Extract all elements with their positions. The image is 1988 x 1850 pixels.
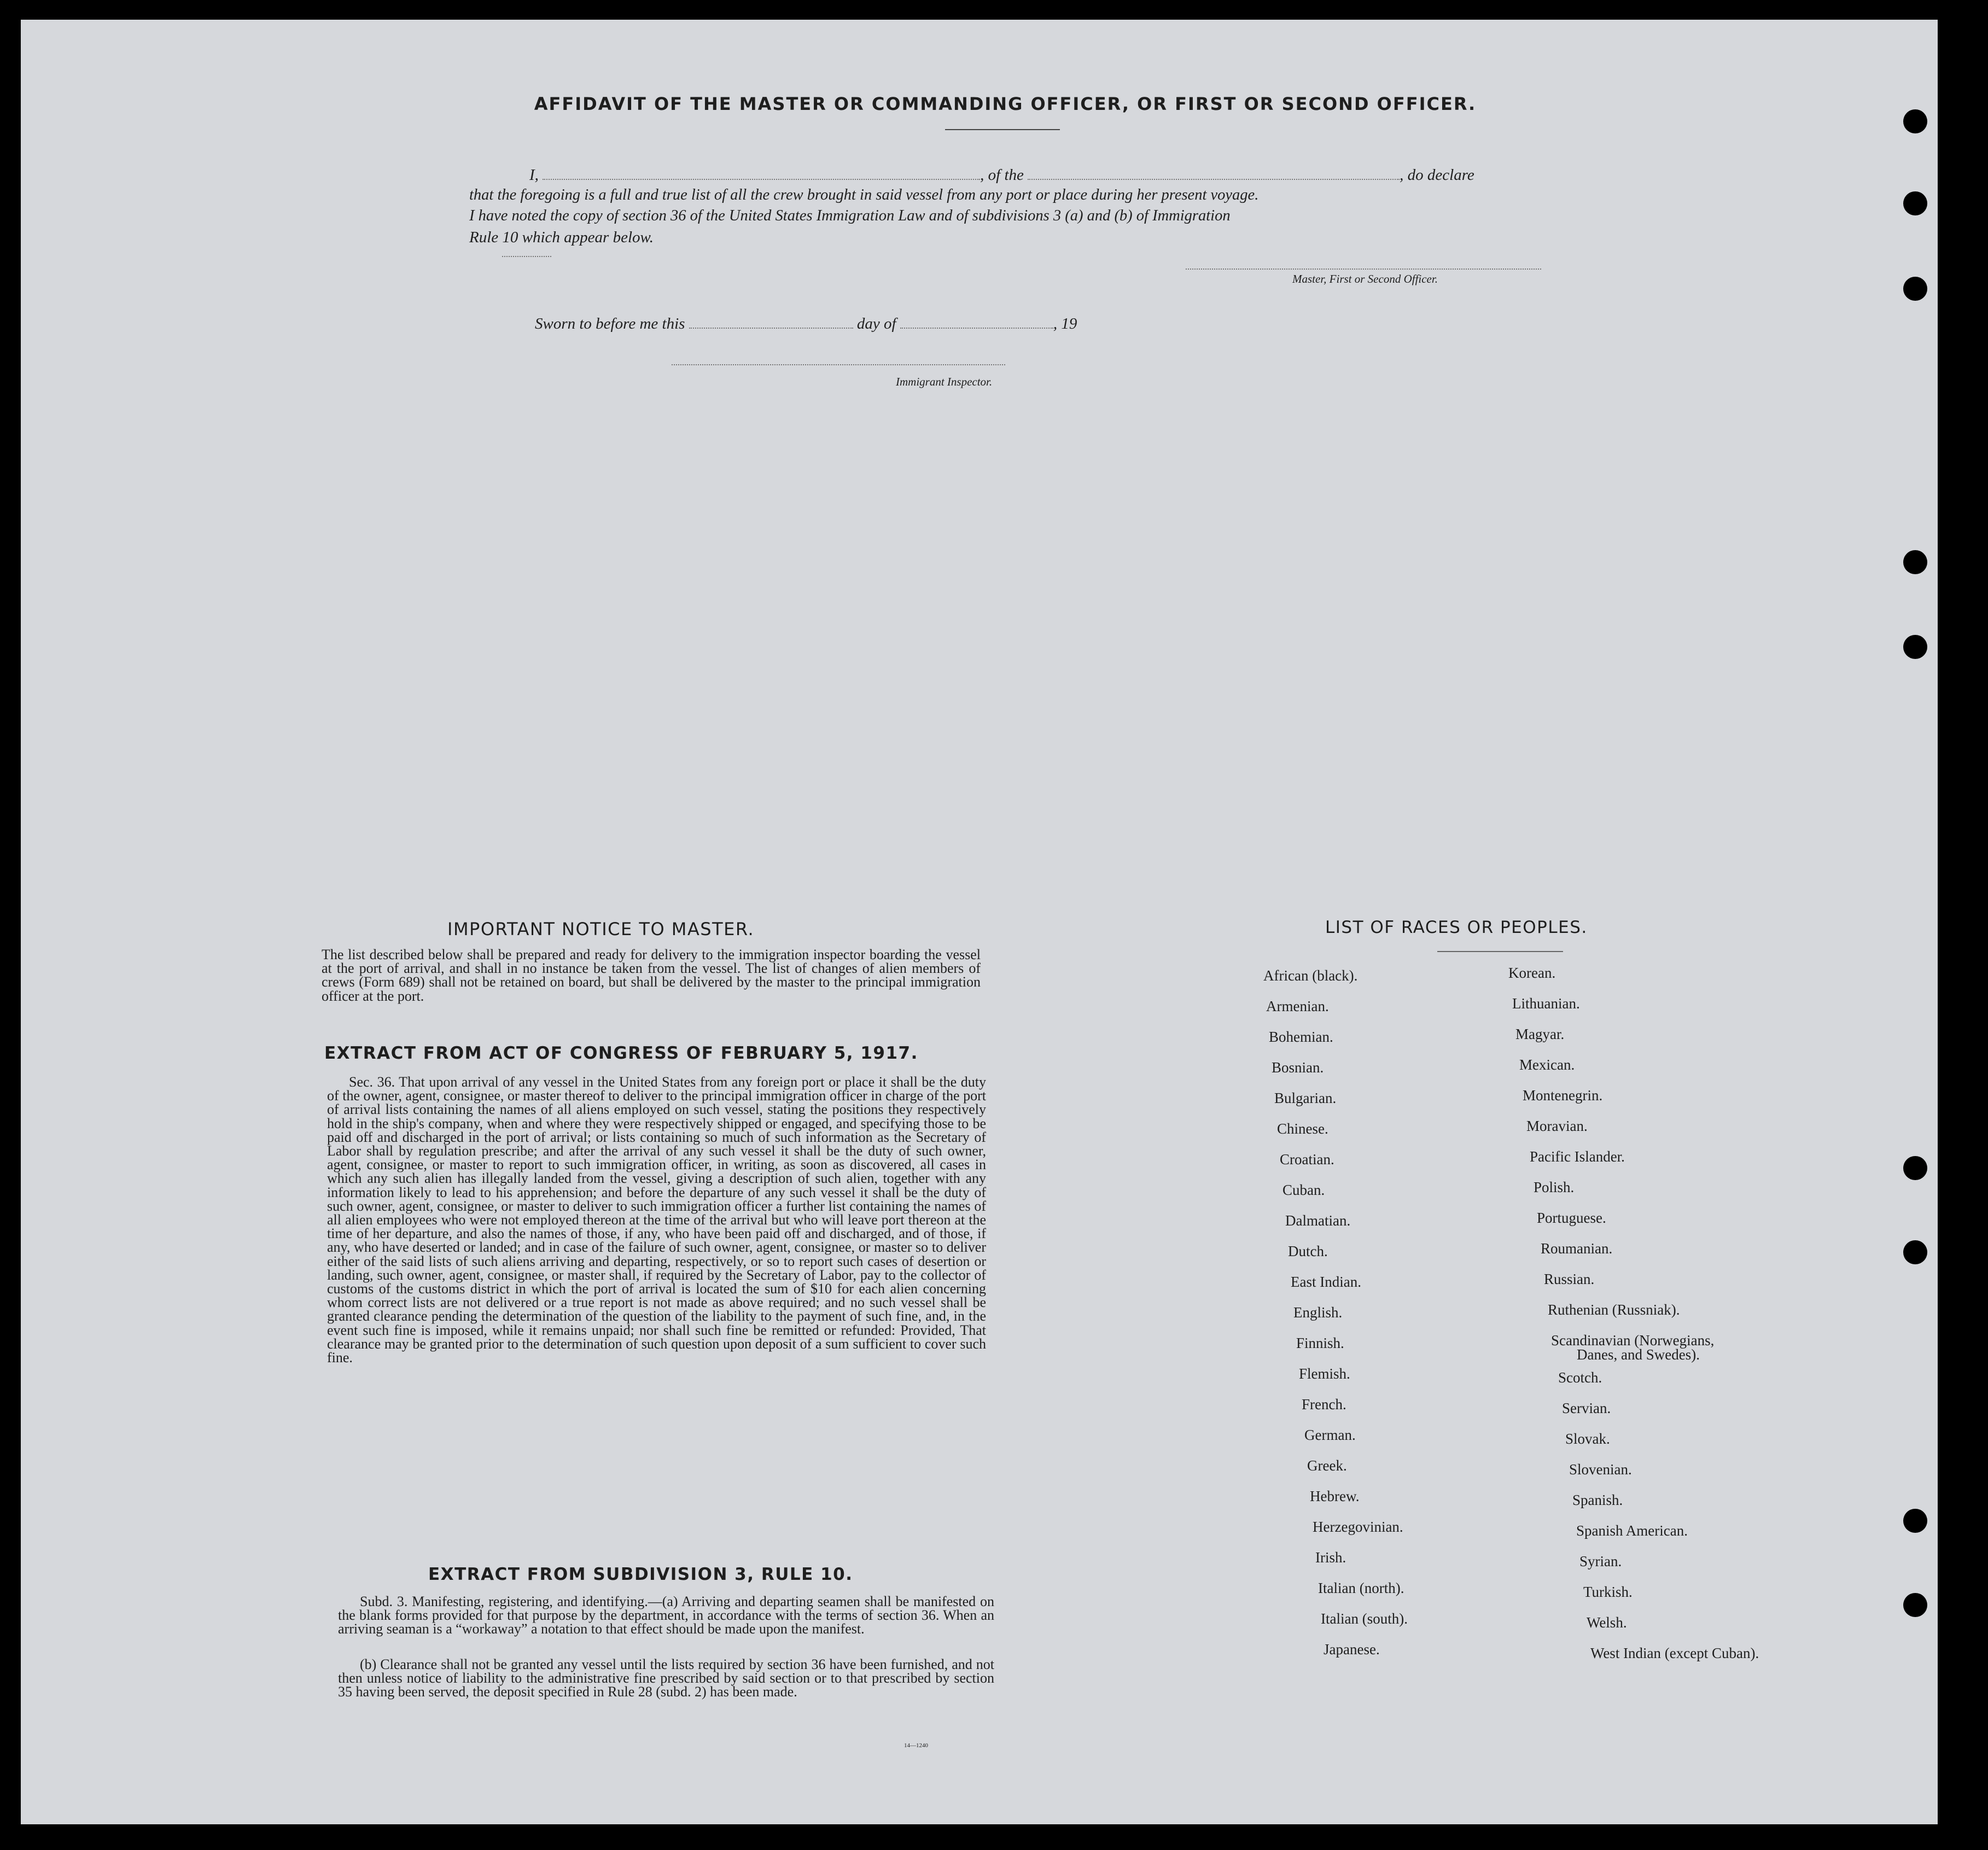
race-item: Slovak.	[1565, 1431, 1610, 1447]
affidavit-line4: Rule 10 which appear below.	[469, 229, 654, 246]
race-item: Scandinavian (Norwegians,	[1551, 1332, 1715, 1349]
race-item: Flemish.	[1299, 1365, 1350, 1382]
race-item: Lithuanian.	[1512, 995, 1580, 1012]
inspector-label: Immigrant Inspector.	[896, 375, 993, 388]
race-item: African (black).	[1263, 967, 1358, 984]
sworn-line	[535, 315, 1077, 333]
race-item: Spanish American.	[1576, 1522, 1688, 1539]
race-item: Moravian.	[1526, 1118, 1588, 1134]
affidavit-of-the: , of the	[980, 166, 1024, 184]
race-item: Russian.	[1544, 1271, 1595, 1287]
race-item: Scotch.	[1558, 1369, 1602, 1386]
vessel-field[interactable]	[1028, 179, 1400, 180]
race-item: Bulgarian.	[1274, 1090, 1337, 1106]
race-item: East Indian.	[1291, 1274, 1361, 1290]
extract-rule-text-a: Subd. 3. Manifesting, registering, and identifying.—(a) Arriving and departing seamen shall be manifested on the blank forms provided for that purpose by the department, in accordance with the terms of section 36. When an arriving seaman is a “workaway” a notation to that effect should be made upon the manifest.	[338, 1594, 994, 1637]
race-item: Syrian.	[1579, 1553, 1622, 1569]
notice-text: The list described below shall be prepared and ready for delivery to the immigration inspector boarding the vessel at the port of arrival, and shall in no instance be taken from the vessel. The list of changes of alien members of crews (Form 689) shall not be retained on board, but shall be delivered by the master to the principal immigration officer at the port.	[322, 947, 981, 1004]
race-item: Roumanian.	[1541, 1240, 1613, 1257]
race-item: Croatian.	[1280, 1151, 1334, 1168]
extract-rule-text-b: (b) Clearance shall not be granted any vessel until the lists required by section 36 have been furnished, and not then unless notice of liability to the administrative fine prescribed by said section or to that prescribed by section 35 having been served, the deposit specified in Rule 28 (subd. 2) has been made.	[338, 1656, 994, 1700]
form-number: 14—1240	[904, 1742, 928, 1749]
punch-hole	[1903, 1156, 1927, 1180]
inspector-signature-field[interactable]	[672, 364, 1005, 365]
punch-hole	[1903, 277, 1927, 301]
day-of-text: day of	[856, 315, 896, 332]
race-item: Finnish.	[1296, 1335, 1344, 1351]
punch-hole	[1903, 550, 1927, 574]
races-title: LIST OF RACES OR PEOPLES.	[1325, 918, 1588, 937]
notice-title: IMPORTANT NOTICE TO MASTER.	[447, 919, 755, 939]
race-item: Spanish.	[1572, 1492, 1623, 1508]
race-item: Bohemian.	[1269, 1029, 1333, 1045]
affidavit-line1	[529, 166, 1474, 184]
race-item: German.	[1304, 1427, 1356, 1443]
punch-hole	[1903, 191, 1927, 215]
race-item: Welsh.	[1587, 1614, 1627, 1631]
race-item: Dutch.	[1288, 1243, 1328, 1259]
race-item: Portuguese.	[1537, 1210, 1606, 1226]
sworn-month-field[interactable]	[900, 328, 1053, 329]
year-text: , 19	[1053, 315, 1077, 332]
punch-hole	[1903, 1240, 1927, 1264]
punch-hole	[1903, 1593, 1927, 1617]
affidavit-title: AFFIDAVIT OF THE MASTER OR COMMANDING OFFICER, OR FIRST OR SECOND OFFICER.	[534, 94, 1477, 114]
race-item: Slovenian.	[1569, 1461, 1632, 1478]
race-item: Montenegrin.	[1523, 1087, 1603, 1104]
name-field[interactable]	[543, 179, 980, 180]
race-item: Mexican.	[1519, 1057, 1575, 1073]
extract-rule-title: EXTRACT FROM SUBDIVISION 3, RULE 10.	[428, 1565, 853, 1584]
affidavit-line2: that the foregoing is a full and true list of all the crew brought in said vessel from any port or place during her present voyage.	[469, 186, 1259, 203]
sworn-text: Sworn to before me this	[535, 315, 685, 332]
race-item: Dalmatian.	[1285, 1212, 1351, 1229]
master-signature-field[interactable]	[1186, 269, 1541, 270]
punch-hole	[1903, 1509, 1927, 1533]
race-item: Pacific Islander.	[1530, 1148, 1625, 1165]
race-item: Chinese.	[1277, 1120, 1328, 1137]
race-item: Armenian.	[1266, 998, 1329, 1014]
document-page	[21, 20, 1938, 1824]
race-item: Italian (north).	[1318, 1580, 1404, 1596]
race-item: Bosnian.	[1272, 1059, 1324, 1076]
race-item: Greek.	[1307, 1457, 1347, 1474]
extract-act-text: Sec. 36. That upon arrival of any vessel in the United States from any foreign port or place it shall be the duty of the owner, agent, consignee, or master thereof to deliver to the principal immigration officer in charge of the port of arrival lists containing the names of all aliens employed on such vessel, stating the positions they respectively hold in the ship's company, when and where they were respectively shipped or engaged, and specifying those to be paid off and discharged in the port of arrival; or lists containing so much of such information as the Secretary of Labor shall by regulation prescribe; and after the arrival of any such vessel it shall be the duty of such owner, agent, consignee, or master to report to such immigration officer, in writing, as soon as discovered, all cases in which any such alien has illegally landed from the vessel, giving a description of such alien, together with any information likely to lead to his apprehension; and before the departure of any such vessel it shall be the duty of such owner, agent, consignee, or master to deliver to such immigration officer a further list containing the names of all alien employees who were not employed thereon at the time of the arrival but who will leave port thereon at the time of her departure, and also the names of those, if any, who have been paid off and discharged, and of those, if any, who have deserted or landed; and in case of the failure of such owner, agent, consignee, or master so to deliver either of the said lists of such aliens arriving and departing, respectively, or so to report such cases of desertion or landing, such owner, agent, consignee, or master shall, if required by the Secretary of Labor, pay to the collector of customs of the customs district in which the port of arrival is located the sum of $10 for each alien concerning whom correct lists are not delivered or a true report is not made as above required; and no such vessel shall be granted clearance pending the determination of the question of the liability to the payment of such fine, and, in the event such fine is imposed, while it remains unpaid; nor shall such fine be remitted or refunded: Provided, That clearance may be granted prior to the determination of such question upon deposit of a sum sufficient to cover such fine.	[327, 1074, 986, 1366]
master-label: Master, First or Second Officer.	[1292, 272, 1438, 285]
race-item: English.	[1293, 1304, 1343, 1321]
race-item: Danes, and Swedes).	[1577, 1346, 1700, 1363]
race-item: Korean.	[1508, 965, 1556, 981]
dotted-mark	[502, 256, 551, 257]
race-item: Servian.	[1562, 1400, 1611, 1416]
race-item: Herzegovinian.	[1313, 1519, 1403, 1535]
sworn-day-field[interactable]	[689, 328, 853, 329]
race-item: Ruthenian (Russniak).	[1548, 1302, 1680, 1318]
divider	[1437, 951, 1563, 952]
affidavit-i: I,	[529, 166, 539, 184]
race-item: Irish.	[1315, 1549, 1346, 1566]
race-item: Hebrew.	[1310, 1488, 1360, 1504]
race-item: Turkish.	[1583, 1584, 1633, 1600]
race-item: Italian (south).	[1321, 1610, 1408, 1627]
race-item: Polish.	[1534, 1179, 1575, 1195]
race-item: Magyar.	[1515, 1026, 1565, 1042]
affidavit-declare: , do declare	[1400, 166, 1474, 184]
divider	[945, 129, 1060, 130]
race-item: French.	[1302, 1396, 1346, 1413]
punch-hole	[1903, 109, 1927, 133]
race-item: Japanese.	[1324, 1641, 1380, 1658]
race-item: Cuban.	[1282, 1182, 1325, 1198]
race-item: West Indian (except Cuban).	[1590, 1645, 1759, 1661]
extract-act-title: EXTRACT FROM ACT OF CONGRESS OF FEBRUARY 5, 1917.	[324, 1043, 918, 1063]
affidavit-line3: I have noted the copy of section 36 of the United States Immigration Law and of subdivisions 3 (a) and (b) of Immigration	[469, 207, 1231, 224]
punch-hole	[1903, 635, 1927, 659]
